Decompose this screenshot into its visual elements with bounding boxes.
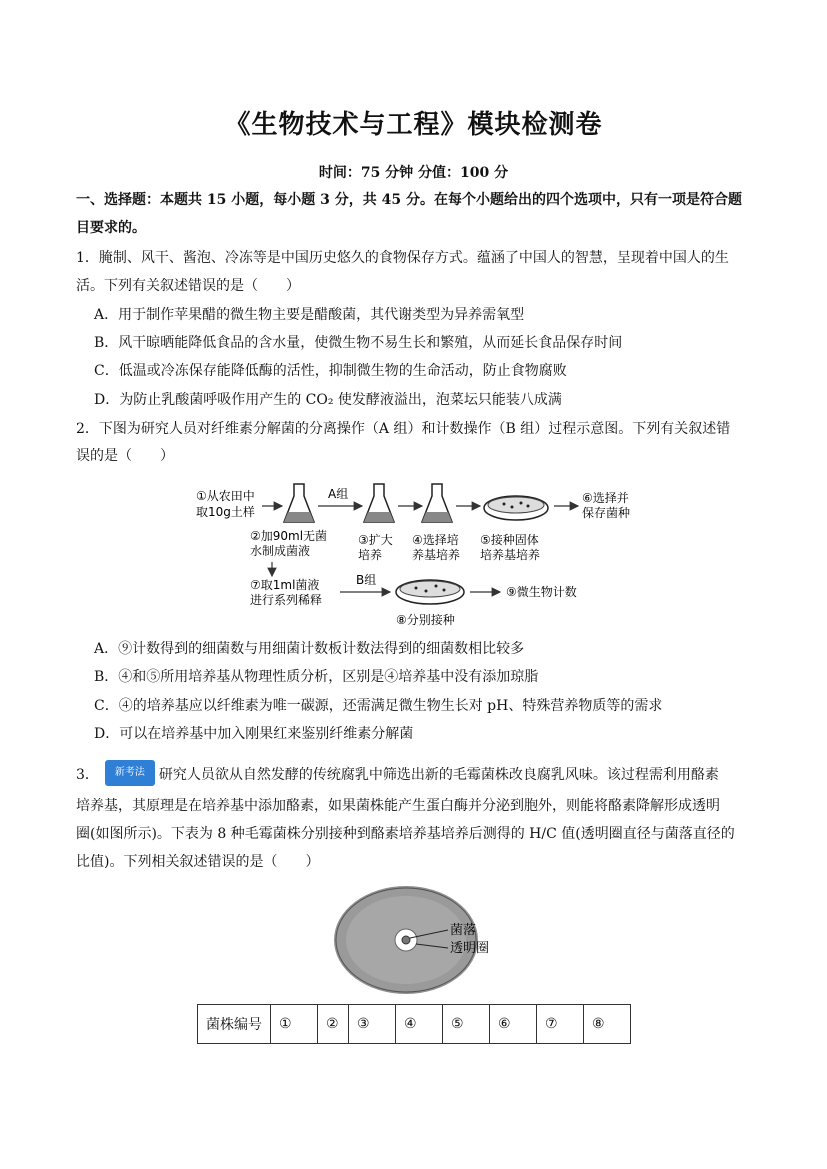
step2-label-2: 水制成菌液 [250, 544, 311, 558]
q2-stem-cont: 误的是（ ） [76, 448, 174, 464]
q2-process-diagram [190, 474, 650, 630]
step7-label-2: 进行系列稀释 [250, 593, 323, 607]
q2-stem: 2．下图为研究人员对纤维素分解菌的分离操作（A 组）和计数操作（B 组）过程示意图。下列有关叙述错 [76, 421, 731, 437]
q2-option-c: C．④的培养基应以纤维素为唯一碳源，还需满足微生物生长对 pH、特殊营养物质等的需求 [94, 698, 663, 714]
colony-label: 菌落 [450, 923, 477, 938]
casein-plate-figure [330, 886, 500, 996]
step3-label-2: 培养 [358, 548, 383, 562]
step4-label: ④选择培 [412, 533, 459, 547]
q1-stem-cont: 活。下列有关叙述错误的是（ ） [76, 278, 300, 294]
q3-stem-cont: 培养基，其原理是在培养基中添加酪素，如果菌株能产生蛋白酶并分泌到胞外，则能将酪素降解形成透明 [76, 798, 720, 814]
q2-option-a: A．⑨计数得到的细菌数与用细菌计数板计数法得到的细菌数相比较多 [94, 641, 525, 657]
strain-cell: ⑥ [490, 1005, 537, 1044]
new-method-badge: 新考法 [105, 760, 155, 786]
step3-label: ③扩大 [358, 533, 393, 547]
strain-cell: ① [271, 1005, 318, 1044]
table-header-cell: 菌株编号 [198, 1005, 271, 1044]
step5-label-2: 培养基培养 [480, 548, 541, 562]
step6-label: ⑥选择并 [582, 491, 629, 505]
group-a-label: A组 [328, 487, 349, 501]
q3-stem-cont: 比值)。下列相关叙述错误的是（ ） [76, 854, 320, 870]
step8-label: ⑧分别接种 [396, 613, 455, 627]
step7-label: ⑦取1ml菌液 [250, 578, 320, 592]
section-heading-cont: 目要求的。 [76, 220, 146, 236]
strain-cell: ⑧ [584, 1005, 631, 1044]
step1-label: ①从农田中 [196, 489, 255, 503]
step4-label-2: 养基培养 [412, 548, 461, 562]
page-title: 《生物技术与工程》模块检测卷 [224, 110, 603, 140]
q1-option-b: B．风干晾晒能降低食品的含水量，使微生物不易生长和繁殖，从而延长食品保存时间 [94, 335, 623, 351]
step9-label: ⑨微生物计数 [506, 585, 577, 599]
q1-option-a: A．用于制作苹果醋的微生物主要是醋酸菌，其代谢类型为异养需氧型 [94, 307, 525, 323]
strain-cell: ⑦ [537, 1005, 584, 1044]
q3-stem [76, 762, 756, 788]
step2-label: ②加90ml无菌 [250, 529, 328, 543]
strain-cell: ③ [349, 1005, 396, 1044]
colony [402, 936, 410, 944]
q3-stem-cont: 圈(如图所示)。下表为 8 种毛霉菌株分别接种到酪素培养基培养后测得的 H/C 值(透明圈直径与菌落直径的 [76, 826, 735, 842]
strain-cell: ② [318, 1005, 349, 1044]
strain-cell: ⑤ [443, 1005, 490, 1044]
section-heading: 一、选择题：本题共 15 小题，每小题 3 分，共 45 分。在每个小题给出的四个选项中，只有一项是符合题 [76, 192, 742, 208]
strain-cell: ④ [396, 1005, 443, 1044]
exam-time-score: 时间：75 分钟 分值：100 分 [318, 165, 509, 181]
q1-option-c: C．低温或冷冻保存能降低酶的活性，抑制微生物的生命活动，防止食物腐败 [94, 363, 567, 379]
q3-number: 3． [76, 767, 99, 783]
q1-stem: 1．腌制、风干、酱泡、冷冻等是中国历史悠久的食物保存方式。蕴涵了中国人的智慧，呈现着中国人的生 [76, 250, 729, 266]
q1-option-d: D．为防止乳酸菌呼吸作用产生的 CO₂ 使发酵液溢出，泡菜坛只能装八成满 [94, 392, 562, 408]
step5-label: ⑤接种固体 [480, 533, 539, 547]
strain-table [197, 1004, 631, 1044]
step6-label-2: 保存菌种 [582, 506, 631, 520]
clear-zone-label: 透明圈 [450, 941, 490, 956]
table-row [198, 1005, 631, 1044]
q3-stem-text: 研究人员欲从自然发酵的传统腐乳中筛选出新的毛霉菌株改良腐乳风味。该过程需利用酪素 [158, 767, 719, 783]
q2-option-d: D．可以在培养基中加入刚果红来鉴别纤维素分解菌 [94, 726, 414, 742]
group-b-label: B组 [356, 573, 377, 587]
q2-option-b: B．④和⑤所用培养基从物理性质分析，区别是④培养基中没有添加琼脂 [94, 669, 539, 685]
step1-label-2: 取10g土样 [196, 505, 255, 519]
